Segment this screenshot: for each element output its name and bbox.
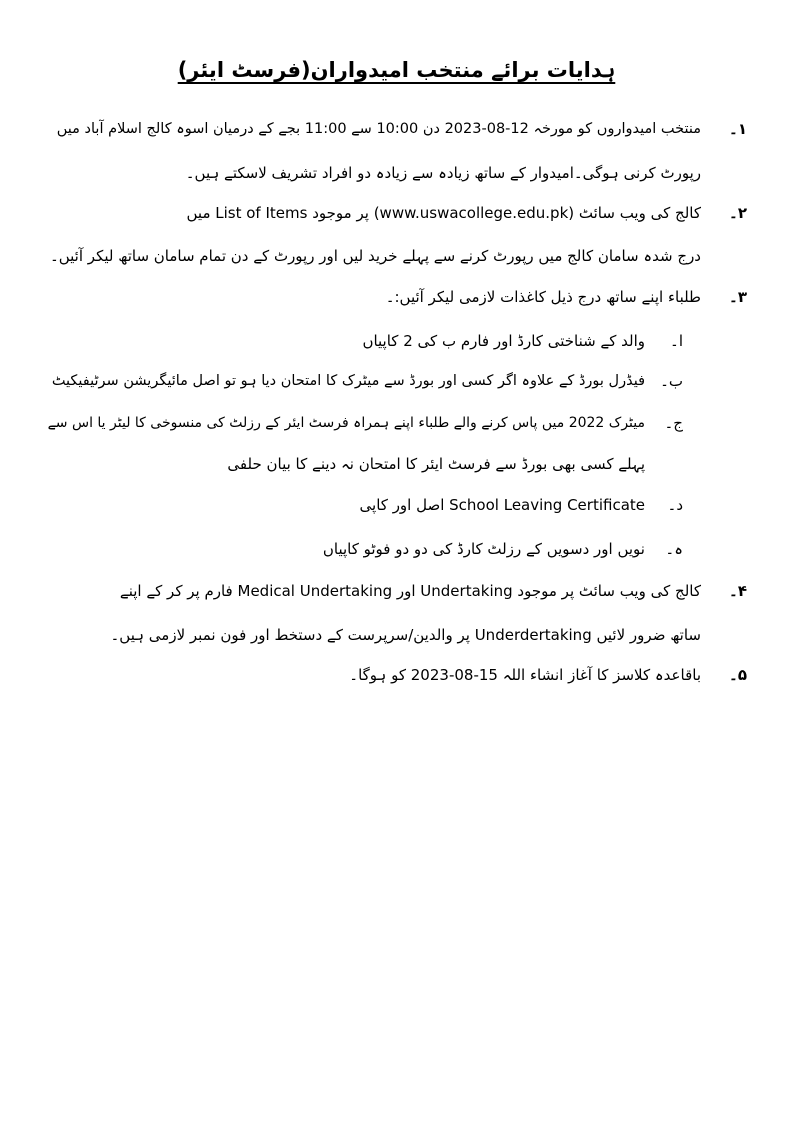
- item-3-sub-b-letter: ب۔: [660, 372, 683, 390]
- item-3-sub-d-letter: د۔: [667, 496, 683, 514]
- item-3-sub-e-letter: ہ۔: [665, 540, 683, 558]
- item-4-line-1: کالج کی ویب سائٹ پر موجود Undertaking اور Medical Undertaking فارم پر کر کے اپنے: [119, 582, 701, 600]
- item-1-number: ۱۔: [729, 120, 747, 138]
- item-3-sub-a-letter: ا۔: [670, 332, 683, 350]
- item-3-sub-c-letter: ج۔: [664, 414, 683, 432]
- item-3-sub-a-text: والد کے شناختی کارڈ اور فارم ب کی 2 کاپیاں: [362, 332, 645, 350]
- item-2-line-2: درج شدہ سامان کالج میں رپورٹ کرنے سے پہلے خرید لیں اور رپورٹ کے دن تمام سامان ساتھ لیکر آئیں۔: [49, 247, 701, 265]
- item-3-sub-b-text: فیڈرل بورڈ کے علاوہ اگر کسی اور بورڈ سے میٹرک کا امتحان دیا ہو تو اصل مائیگریشن سرٹیفیکیٹ: [51, 373, 645, 389]
- item-3-sub-e-text: نویں اور دسویں کے رزلٹ کارڈ کی دو دو فوٹو کاپیاں: [322, 540, 645, 558]
- item-3-sub-d-text: School Leaving Certificate اصل اور کاپی: [359, 496, 645, 514]
- item-5-number: ۵۔: [729, 666, 747, 684]
- item-1-line-1: منتخب امیدواروں کو مورخہ 12-08-2023 دن 10:00 سے 11:00 بجے کے درمیان اسوہ کالج اسلام آباد میں: [56, 121, 701, 137]
- item-3-number: ۳۔: [729, 288, 747, 306]
- item-5-line-1: باقاعدہ کلاسز کا آغاز انشاء اللہ 15-08-2023 کو ہوگا۔: [349, 666, 701, 684]
- page-title: [0, 58, 793, 82]
- item-2-line-1: کالج کی ویب سائٹ (www.uswacollege.edu.pk) پر موجود List of Items میں: [186, 204, 701, 222]
- item-3-line-1: طلباء اپنے ساتھ درج ذیل کاغذات لازمی لیکر آئیں:۔: [385, 288, 701, 306]
- item-2-number: ۲۔: [729, 204, 747, 222]
- item-1-line-2: رپورٹ کرنی ہوگی۔امیدوار کے ساتھ زیادہ سے زیادہ دو افراد تشریف لاسکتے ہیں۔: [185, 164, 701, 182]
- item-4-line-2: ساتھ ضرور لائیں Underdertaking پر والدین/سرپرست کے دستخط اور فون نمبر لازمی ہیں۔: [110, 626, 701, 644]
- item-3-sub-c-text-1: میٹرک 2022 میں پاس کرنے والے طلباء اپنے ہمراہ فرسٹ ایئر کے رزلٹ کی منسوخی کا لیٹر یا اس سے: [47, 415, 645, 431]
- item-4-number: ۴۔: [729, 582, 747, 600]
- item-3-sub-c-text-2: پہلے کسی بھی بورڈ سے فرسٹ ایئر کا امتحان نہ دینے کا بیان حلفی: [227, 455, 645, 473]
- page-title-text: ہدایات برائے منتخب امیدواران(فرسٹ ایئر): [177, 58, 616, 82]
